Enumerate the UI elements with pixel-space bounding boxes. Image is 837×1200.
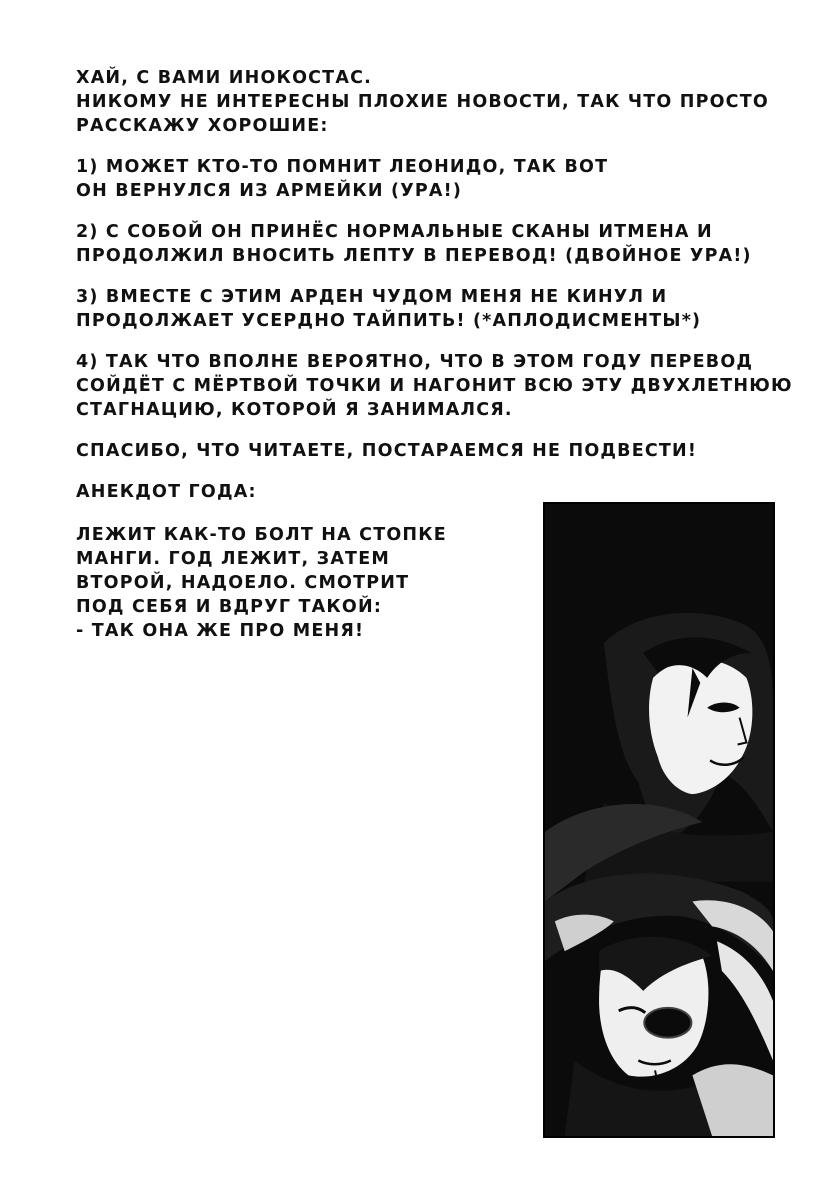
news-item-line: СОЙДЁТ С МЁРТВОЙ ТОЧКИ И НАГОНИТ ВСЮ ЭТУ ДВУХЛЕТНЮЮ [76,376,793,396]
joke-text [76,523,526,643]
joke-heading: АНЕКДОТ ГОДА: [76,482,257,502]
joke-line: МАНГИ. ГОД ЛЕЖИТ, ЗАТЕМ [76,549,390,569]
news-item-1 [76,155,776,203]
news-item-line: 3) ВМЕСТЕ С ЭТИМ АРДЕН ЧУДОМ МЕНЯ НЕ КИНУЛ И [76,287,668,307]
news-item-line: 2) С СОБОЙ ОН ПРИНЁС НОРМАЛЬНЫЕ СКАНЫ ИТМЕНА И [76,222,713,242]
intro-paragraph [76,66,776,138]
joke-line: - ТАК ОНА ЖЕ ПРО МЕНЯ! [76,621,365,641]
manga-panel-illustration [543,502,775,1138]
news-item-2 [76,220,776,268]
manga-characters-drawing [545,504,773,1136]
intro-line: РАССКАЖУ ХОРОШИЕ: [76,116,329,136]
announcement-text [76,66,793,521]
intro-line: ХАЙ, С ВАМИ ИНОКОСТАС. [76,68,372,88]
news-item-line: 4) ТАК ЧТО ВПОЛНЕ ВЕРОЯТНО, ЧТО В ЭТОМ ГОДУ ПЕРЕВОД [76,352,754,372]
thanks-line: СПАСИБО, ЧТО ЧИТАЕТЕ, ПОСТАРАЕМСЯ НЕ ПОДВЕСТИ! [76,441,698,461]
news-item-line: СТАГНАЦИЮ, КОТОРОЙ Я ЗАНИМАЛСЯ. [76,400,513,420]
news-item-line: 1) МОЖЕТ КТО-ТО ПОМНИТ ЛЕОНИДО, ТАК ВОТ [76,157,609,177]
news-item-line: ПРОДОЛЖИЛ ВНОСИТЬ ЛЕПТУ В ПЕРЕВОД! (ДВОЙНОЕ УРА!) [76,246,752,266]
news-item-3 [76,285,776,333]
joke-heading-paragraph [76,480,776,504]
joke-line: ЛЕЖИТ КАК-ТО БОЛТ НА СТОПКЕ [76,525,447,545]
news-item-line: ОН ВЕРНУЛСЯ ИЗ АРМЕЙКИ (УРА!) [76,181,463,201]
joke-line: ПОД СЕБЯ И ВДРУГ ТАКОЙ: [76,597,383,617]
news-item-4 [76,350,793,422]
news-item-line: ПРОДОЛЖАЕТ УСЕРДНО ТАЙПИТЬ! (*АПЛОДИСМЕНТЫ*) [76,311,702,331]
intro-line: НИКОМУ НЕ ИНТЕРЕСНЫ ПЛОХИЕ НОВОСТИ, ТАК ЧТО ПРОСТО [76,92,769,112]
joke-line: ВТОРОЙ, НАДОЕЛО. СМОТРИТ [76,573,410,593]
thanks-paragraph [76,439,776,463]
